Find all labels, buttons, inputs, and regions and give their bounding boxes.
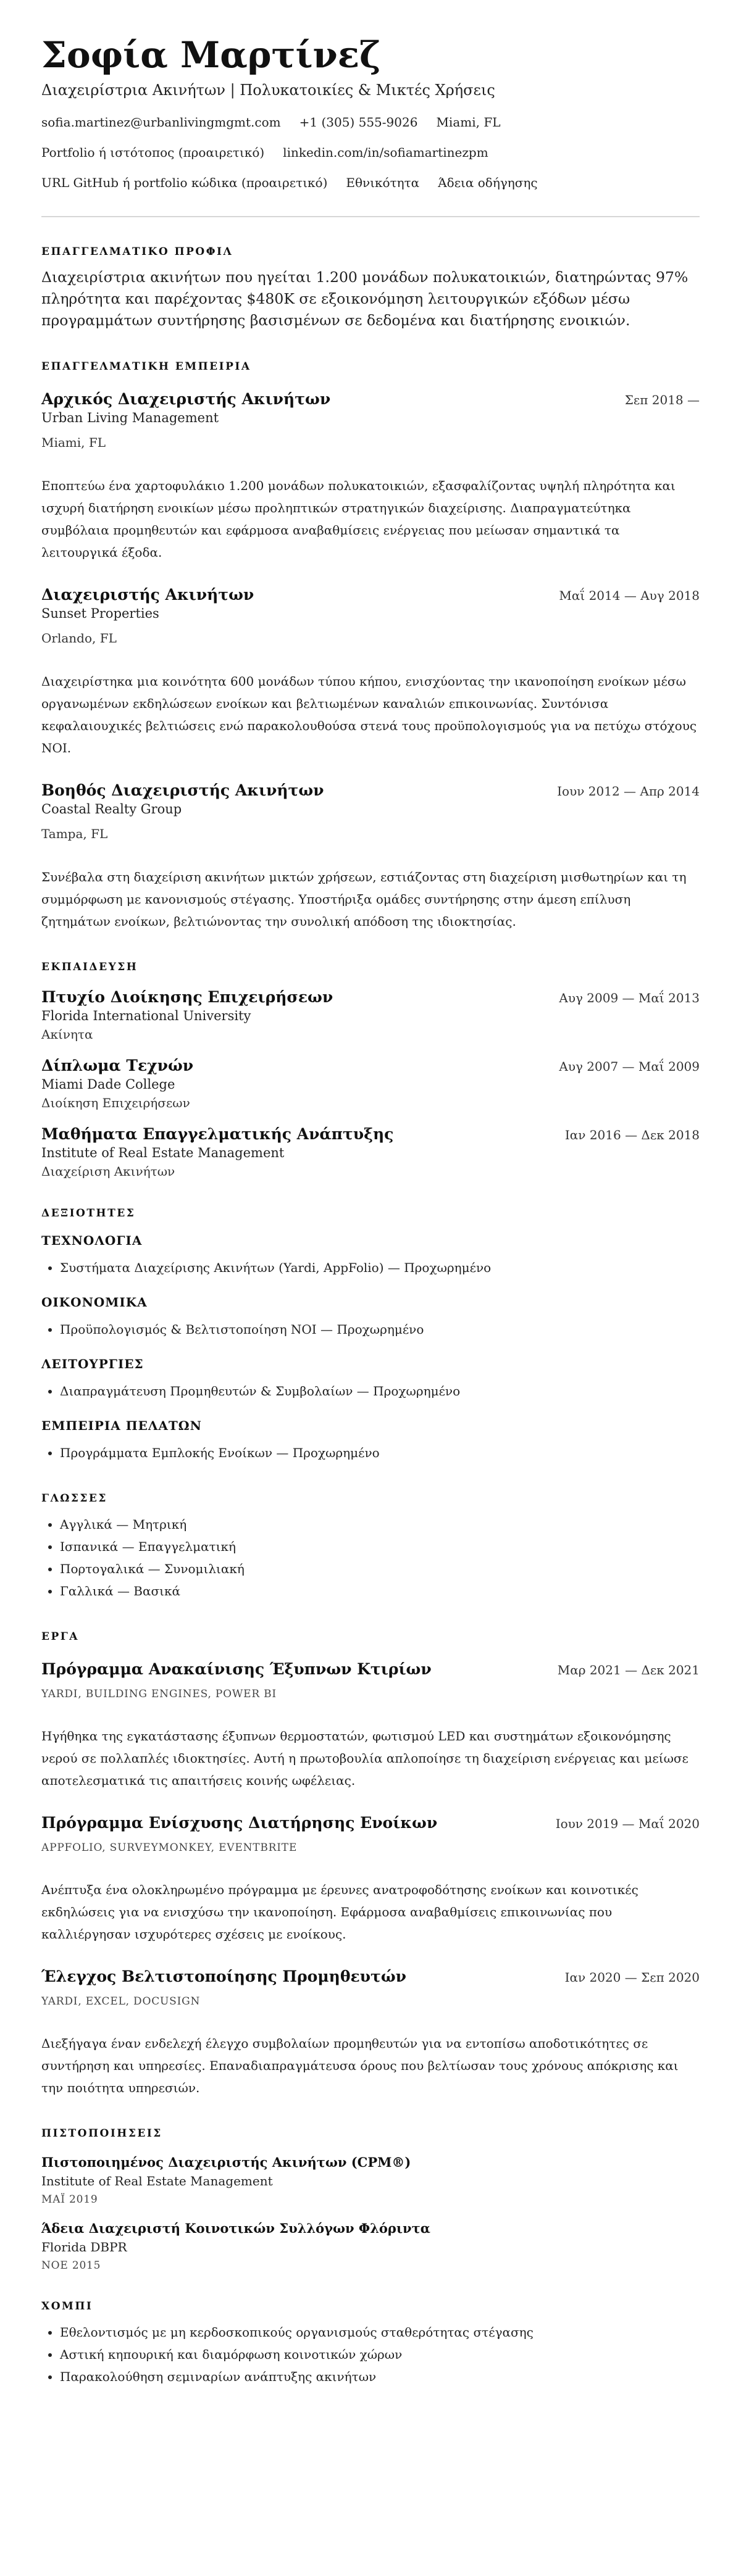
- language-item: • Πορτογαλικά — Συνομιλιακή: [60, 1558, 700, 1580]
- education-entry: [41, 988, 700, 1042]
- project-description: Ηγήθηκα της εγκατάστασης έξυπνων θερμοστατών, φωτισμού LED και συστημάτων εξοικονόμησης νερού σε πολλαπλές ιδιοκτησίες. Αυτή η πρωτοβουλία απλοποίησε τη διαχείριση ενέργειας και μείωσε αποτελεσματικά τις απαιτήσεις κοινής ωφέλειας.: [41, 1728, 689, 1788]
- company-name: Sunset Properties: [41, 605, 159, 621]
- hobby-item: • Εθελοντισμός με μη κερδοσκοπικούς οργανισμούς σταθερότητας στέγασης: [60, 2321, 700, 2343]
- skill-category-title: ΤΕΧΝΟΛΟΓΙΑ: [41, 1232, 143, 1248]
- degree-title: Δίπλωμα Τεχνών: [41, 1056, 194, 1074]
- experience-entry: [41, 586, 700, 759]
- degree-title: Μαθήματα Επαγγελματικής Ανάπτυξης: [41, 1124, 394, 1143]
- school-name: Miami Dade College: [41, 1076, 175, 1092]
- education-section: [41, 961, 700, 1179]
- skill-item: • Προγράμματα Εμπλοκής Ενοίκων — Προχωρημένο: [60, 1442, 700, 1464]
- job-dates: Μαΐ 2014 — Αυγ 2018: [559, 588, 700, 603]
- section-title-experience: ΕΠΑΓΓΕΛΜΑΤΙΚΗ ΕΜΠΕΙΡΙΑ: [41, 360, 251, 373]
- project-title: Πρόγραμμα Ανακαίνισης Έξυπνων Κτιρίων: [41, 1660, 432, 1678]
- language-item: • Αγγλικά — Μητρική: [60, 1513, 700, 1535]
- project-tech: YARDI, EXCEL, DOCUSIGN: [41, 1995, 201, 2008]
- education-entry: [41, 1057, 700, 1110]
- skill-list: [41, 1442, 700, 1464]
- header-divider: [41, 216, 700, 217]
- degree-field: Ακίνητα: [41, 1026, 93, 1042]
- section-title-certifications: ΠΙΣΤΟΠΟΙΗΣΕΙΣ: [41, 2127, 162, 2140]
- github-link[interactable]: URL GitHub ή portfolio κώδικα (προαιρετικό): [41, 175, 328, 190]
- certification-issuer: Institute of Real Estate Management: [41, 2173, 273, 2188]
- job-title: Αρχικός Διαχειριστής Ακινήτων: [41, 389, 331, 408]
- company-name: Urban Living Management: [41, 410, 219, 425]
- certification-issuer: Florida DBPR: [41, 2239, 127, 2254]
- email-link[interactable]: sofia.martinez@urbanlivingmgmt.com: [41, 114, 281, 130]
- school-name: Florida International University: [41, 1008, 251, 1023]
- project-title: Πρόγραμμα Ενίσχυσης Διατήρησης Ενοίκων: [41, 1813, 438, 1832]
- job-title: Διαχειριστής Ακινήτων: [41, 585, 254, 604]
- skill-item: • Διαπραγμάτευση Προμηθευτών & Συμβολαίων — Προχωρημένο: [60, 1380, 700, 1402]
- project-description: Διεξήγαγα έναν ενδελεχή έλεγχο συμβολαίων προμηθευτών για να εντοπίσω αποδοτικότητες σε συντήρηση και υπηρεσίες. Επαναδιαπραγμάτευσα όρους που βελτίωσαν τους χρόνους απόκρισης και την ποιότητα υπηρεσιών.: [41, 2035, 679, 2095]
- projects-section: [41, 1631, 700, 2099]
- hobby-list: [41, 2321, 700, 2388]
- contact-row-2: [41, 145, 700, 160]
- skill-item: • Συστήματα Διαχείρισης Ακινήτων (Yardi, AppFolio) — Προχωρημένο: [60, 1257, 700, 1279]
- skill-list: [41, 1380, 700, 1402]
- section-title-summary: ΕΠΑΓΓΕΛΜΑΤΙΚΟ ΠΡΟΦΙΛ: [41, 245, 233, 258]
- project-tech: APPFOLIO, SURVEYMONKEY, EVENTBRITE: [41, 1841, 298, 1854]
- candidate-headline: Διαχειρίστρια Ακινήτων | Πολυκατοικίες & Μικτές Χρήσεις: [41, 81, 495, 99]
- job-location: Orlando, FL: [41, 630, 117, 646]
- job-location: Miami, FL: [41, 434, 106, 450]
- job-dates: Σεπ 2018 —: [624, 392, 700, 407]
- section-title-languages: ΓΛΩΣΣΕΣ: [41, 1492, 107, 1505]
- skill-category-title: ΟΙΚΟΝΟΜΙΚΑ: [41, 1294, 148, 1310]
- summary-text: Διαχειρίστρια ακινήτων που ηγείται 1.200 μονάδων πολυκατοικιών, διατηρώντας 97% πληρότητα και παρέχοντας $480K σε εξοικονόμηση λειτουργικών εξόδων μέσω προγραμμάτων συντήρησης βασισμένων σε δεδομένα και διατήρησης ενοικιών.: [41, 268, 689, 330]
- skill-list: [41, 1318, 700, 1340]
- portfolio-link[interactable]: Portfolio ή ιστότοπος (προαιρετικό): [41, 144, 265, 160]
- hobbies-section: [41, 2300, 700, 2388]
- job-description: Διαχειρίστηκα μια κοινότητα 600 μονάδων τύπου κήπου, ενισχύοντας την ικανοποίηση ενοίκων μέσω οργανωμένων εκδηλώσεων ενοίκων και βελτιωμένων καναλιών επικοινωνίας. Συντόνισα κεφαλαιουχικές βελτιώσεις ενώ παρακολουθούσα στενά τους προϋπολογισμούς για να πετύχω στόχους NOI.: [41, 673, 697, 755]
- languages-section: [41, 1492, 700, 1602]
- phone-number[interactable]: +1 (305) 555-9026: [299, 114, 418, 130]
- project-dates: Ιουν 2019 — Μαΐ 2020: [555, 1816, 700, 1831]
- degree-dates: Αυγ 2009 — Μαΐ 2013: [559, 990, 700, 1005]
- job-title: Βοηθός Διαχειριστής Ακινήτων: [41, 781, 324, 799]
- section-title-education: ΕΚΠΑΙΔΕΥΣΗ: [41, 960, 138, 973]
- language-item: • Ισπανικά — Επαγγελματική: [60, 1535, 700, 1558]
- skill-item: • Προϋπολογισμός & Βελτιστοποίηση NOI — Προχωρημένο: [60, 1318, 700, 1340]
- language-item: • Γαλλικά — Βασικά: [60, 1580, 700, 1602]
- section-title-projects: ΕΡΓΑ: [41, 1630, 79, 1643]
- school-name: Institute of Real Estate Management: [41, 1145, 285, 1160]
- language-list: [41, 1513, 700, 1602]
- contact-row-1: [41, 115, 700, 130]
- company-name: Coastal Realty Group: [41, 801, 182, 816]
- project-dates: Ιαν 2020 — Σεπ 2020: [564, 1969, 700, 1985]
- degree-dates: Ιαν 2016 — Δεκ 2018: [564, 1127, 700, 1142]
- nationality-text: Εθνικότητα: [346, 175, 420, 190]
- resume-header: [41, 36, 700, 190]
- skills-section: [41, 1207, 700, 1464]
- hobby-item: • Αστική κηπουρική και διαμόρφωση κοινοτικών χώρων: [60, 2343, 700, 2366]
- certification-date: ΜΑΪ 2019: [41, 2193, 98, 2206]
- degree-field: Διαχείριση Ακινήτων: [41, 1163, 175, 1179]
- summary-section: [41, 246, 700, 332]
- job-description: Εποπτεύω ένα χαρτοφυλάκιο 1.200 μονάδων πολυκατοικιών, εξασφαλίζοντας υψηλή πληρότητα και ισχυρή διατήρηση ενοικίων μέσω προληπτικών στρατηγικών διαχείρισης. Διαπραγματεύτηκα συμβόλαια προμηθευτών και εφάρμοσα αναβαθμίσεις ενέργειας που μείωσαν σημαντικά τα λειτουργικά έξοδα.: [41, 478, 676, 560]
- section-title-skills: ΔΕΞΙΟΤΗΤΕΣ: [41, 1207, 136, 1219]
- certification-title: Άδεια Διαχειριστή Κοινοτικών Συλλόγων Φλόριντα: [41, 2220, 430, 2236]
- project-entry: [41, 1814, 700, 1945]
- contact-row-3: [41, 175, 700, 190]
- degree-dates: Αυγ 2007 — Μαΐ 2009: [559, 1058, 700, 1074]
- degree-title: Πτυχίο Διοίκησης Επιχειρήσεων: [41, 987, 333, 1006]
- candidate-name: Σοφία Μαρτίνεζ: [41, 34, 381, 76]
- driving-license-text: Άδεια οδήγησης: [438, 175, 538, 190]
- certification-date: ΝΟΕ 2015: [41, 2259, 101, 2272]
- job-description: Συνέβαλα στη διαχείριση ακινήτων μικτών χρήσεων, εστιάζοντας στη διαχείριση μισθωτηρίων και τη συμμόρφωση με κανονισμούς στέγασης. Υποστήριξα ομάδες συντήρησης στην άμεση επίλυση ζητημάτων ενοίκων, βελτιώνοντας την συνολική απόδοση της ιδιοκτησίας.: [41, 869, 687, 929]
- project-tech: YARDI, BUILDING ENGINES, POWER BI: [41, 1687, 277, 1700]
- certifications-section: [41, 2127, 700, 2272]
- job-dates: Ιουν 2012 — Απρ 2014: [557, 783, 700, 799]
- location-text: Miami, FL: [436, 114, 501, 130]
- skill-list: [41, 1257, 700, 1279]
- education-entry: [41, 1125, 700, 1179]
- experience-section: [41, 360, 700, 933]
- experience-entry: [41, 390, 700, 563]
- degree-field: Διοίκηση Επιχειρήσεων: [41, 1095, 190, 1110]
- skill-category-title: ΛΕΙΤΟΥΡΓΙΕΣ: [41, 1356, 144, 1371]
- certification-entry: [41, 2221, 700, 2272]
- certification-entry: [41, 2154, 700, 2206]
- project-title: Έλεγχος Βελτιστοποίησης Προμηθευτών: [41, 1967, 407, 1985]
- job-location: Tampa, FL: [41, 826, 108, 841]
- project-entry: [41, 1660, 700, 1792]
- linkedin-link[interactable]: linkedin.com/in/sofiamartinezpm: [283, 144, 488, 160]
- project-description: Ανέπτυξα ένα ολοκληρωμένο πρόγραμμα με έρευνες ανατροφοδότησης ενοίκων και κοινοτικές εκδηλώσεις για να ενισχύσω την ικανοποίηση. Εφάρμοσα αναβαθμίσεις επικοινωνίας που καλλιέργησαν ισχυρότερες σχέσεις με ενοίκους.: [41, 1882, 638, 1942]
- hobby-item: • Παρακολούθηση σεμιναρίων ανάπτυξης ακινήτων: [60, 2366, 700, 2388]
- section-title-hobbies: ΧΟΜΠΙ: [41, 2300, 93, 2312]
- project-dates: Μαρ 2021 — Δεκ 2021: [557, 1662, 700, 1677]
- certification-title: Πιστοποιημένος Διαχειριστής Ακινήτων (CPM®): [41, 2154, 411, 2170]
- experience-entry: [41, 781, 700, 933]
- project-entry: [41, 1967, 700, 2099]
- skill-category-title: ΕΜΠΕΙΡΙΑ ΠΕΛΑΤΩΝ: [41, 1418, 202, 1433]
